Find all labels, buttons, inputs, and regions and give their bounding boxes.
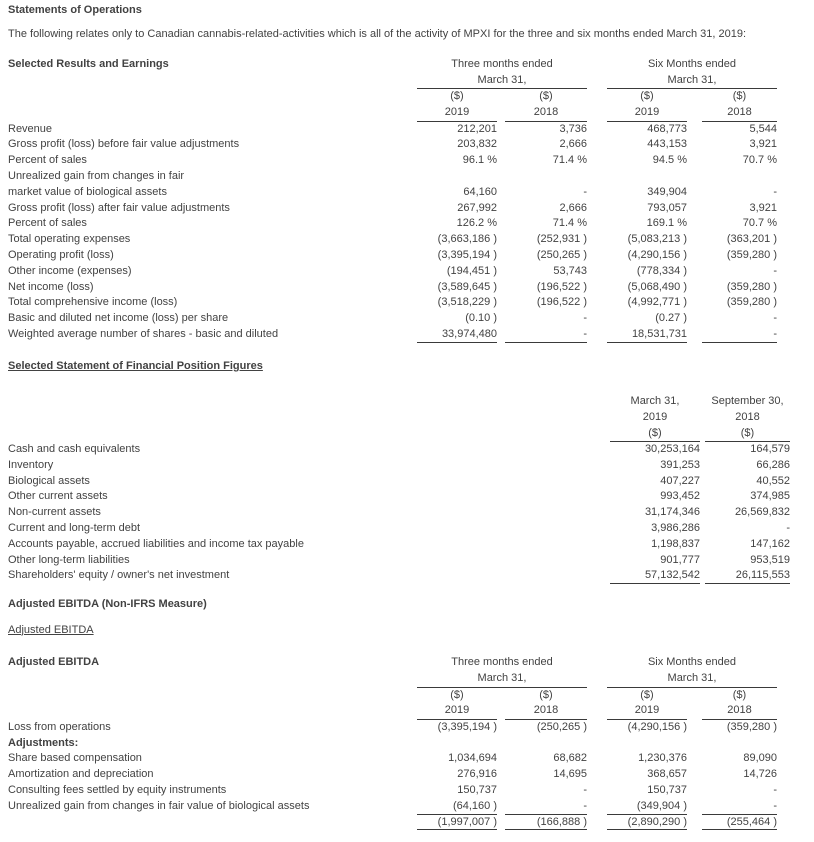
row-label: Revenue — [8, 122, 53, 135]
value-cell: 40,552 — [756, 474, 790, 487]
table-row — [8, 295, 814, 311]
value-cell: (250,265 ) — [536, 720, 587, 733]
table-row — [8, 280, 814, 296]
results-unit-col2: ($) — [539, 90, 553, 103]
table-row — [8, 264, 814, 280]
value-cell: (3,395,194 ) — [437, 720, 497, 733]
value-cell: 33,974,480 — [417, 327, 497, 343]
value-cell: (349,904 ) — [607, 799, 687, 815]
table-row — [8, 553, 814, 569]
value-cell: 164,579 — [750, 443, 790, 456]
value-cell: 1,230,376 — [638, 752, 687, 765]
value-cell: - — [505, 327, 587, 343]
table-row — [8, 185, 814, 201]
value-cell: 2,666 — [559, 201, 587, 214]
row-label: Biological assets — [8, 474, 90, 487]
fp-header-line1 — [8, 394, 814, 410]
value-cell: (359,280 ) — [726, 248, 777, 261]
results-year-col1: 2019 — [417, 105, 497, 122]
table-row — [8, 489, 814, 505]
table-row — [8, 137, 814, 153]
value-cell: 30,253,164 — [644, 443, 700, 456]
row-label: Adjustments: — [8, 736, 79, 749]
value-cell: 150,737 — [457, 784, 497, 797]
value-cell: 53,743 — [553, 264, 587, 277]
value-cell: 68,682 — [553, 752, 587, 765]
value-cell: 1,198,837 — [651, 537, 700, 550]
fp-header-units — [8, 426, 814, 443]
ebitda-group1-line2: March 31, — [417, 671, 587, 688]
value-cell: (359,280 ) — [726, 296, 777, 309]
value-cell: 71.4 % — [552, 217, 587, 230]
value-cell: (250,265 ) — [536, 248, 587, 261]
ebitda-header-units — [8, 688, 814, 704]
value-cell: 64,160 — [463, 185, 497, 198]
value-cell: 57,132,542 — [610, 568, 700, 584]
value-cell: - — [505, 799, 587, 815]
value-cell: (64,160 ) — [417, 799, 497, 815]
value-cell: 391,253 — [660, 458, 700, 471]
value-cell: 66,286 — [756, 458, 790, 471]
value-cell: 3,921 — [749, 138, 777, 151]
value-cell: (778,334 ) — [636, 264, 687, 277]
value-cell: 94.5 % — [652, 154, 687, 167]
value-cell: (4,992,771 ) — [627, 296, 687, 309]
table-row — [8, 474, 814, 490]
row-label: Total comprehensive income (loss) — [8, 296, 178, 309]
row-label: Inventory — [8, 458, 54, 471]
value-cell: (0.10 ) — [465, 312, 497, 325]
value-cell: - — [583, 312, 587, 325]
value-cell: (196,522 ) — [536, 296, 587, 309]
value-cell: (4,290,156 ) — [627, 248, 687, 261]
value-cell: (359,280 ) — [726, 280, 777, 293]
value-cell: 407,227 — [660, 474, 700, 487]
value-cell: (3,518,229 ) — [437, 296, 497, 309]
table-row — [8, 122, 814, 138]
value-cell: 374,985 — [750, 490, 790, 503]
value-cell: 953,519 — [750, 553, 790, 566]
value-cell: 993,452 — [660, 490, 700, 503]
value-cell: (3,395,194 ) — [437, 248, 497, 261]
ebitda-table — [8, 655, 814, 830]
ebitda-unit-col3: ($) — [640, 688, 654, 701]
value-cell: (363,201 ) — [726, 233, 777, 246]
results-unit-col4: ($) — [732, 90, 747, 103]
page-title: Statements of Operations — [8, 4, 142, 16]
table-row — [8, 799, 814, 815]
value-cell: - — [773, 264, 777, 277]
row-label: Weighted average number of shares - basic and diluted — [8, 327, 279, 340]
value-cell: 26,569,832 — [734, 506, 790, 519]
value-cell: - — [583, 185, 587, 198]
row-label: Total operating expenses — [8, 233, 131, 246]
value-cell: 89,090 — [743, 752, 777, 765]
row-label: Share based compensation — [8, 752, 142, 765]
value-cell: 18,531,731 — [607, 327, 687, 343]
value-cell: (1,997,007 ) — [417, 815, 497, 831]
value-cell: 468,773 — [647, 122, 687, 135]
row-label: Consulting fees settled by equity instruments — [8, 784, 227, 797]
ebitda-table-body — [8, 720, 814, 831]
results-table — [8, 57, 814, 343]
row-label: market value of biological assets — [8, 185, 167, 198]
row-label: Other income (expenses) — [8, 264, 132, 277]
results-group1-line1: Three months ended — [451, 58, 553, 71]
fp-col1-line1: March 31, — [630, 395, 680, 408]
value-cell: (196,522 ) — [536, 280, 587, 293]
value-cell: 3,736 — [559, 122, 587, 135]
value-cell: 3,921 — [749, 201, 777, 214]
results-unit-col3: ($) — [640, 90, 654, 103]
row-label: Basic and diluted net income (loss) per share — [8, 312, 229, 325]
value-cell: 1,034,694 — [448, 752, 497, 765]
value-cell: (194,451 ) — [446, 264, 497, 277]
value-cell: (359,280 ) — [726, 720, 777, 733]
value-cell: 147,162 — [750, 537, 790, 550]
value-cell: 901,777 — [660, 553, 700, 566]
ebitda-header-group-line2 — [8, 671, 814, 688]
value-cell: - — [773, 784, 777, 797]
value-cell: 71.4 % — [552, 154, 587, 167]
ebitda-unit-col4: ($) — [732, 688, 747, 701]
value-cell: (5,083,213 ) — [627, 233, 687, 246]
value-cell: - — [702, 327, 777, 343]
results-year-col4: 2018 — [702, 105, 777, 122]
value-cell: 443,153 — [647, 138, 687, 151]
fp-header-line2 — [8, 410, 814, 426]
fp-col1-unit: ($) — [610, 426, 700, 443]
value-cell: (0.27 ) — [655, 312, 687, 325]
value-cell: 267,992 — [457, 201, 497, 214]
results-year-col3: 2019 — [607, 105, 687, 122]
row-label: Unrealized gain from changes in fair value of biological assets — [8, 799, 310, 812]
row-label: Net income (loss) — [8, 280, 94, 293]
table-row — [8, 442, 814, 458]
table-row — [8, 736, 814, 752]
row-label: Other current assets — [8, 490, 108, 503]
table-row — [8, 720, 814, 736]
table-row — [8, 248, 814, 264]
results-table-heading: Selected Results and Earnings — [8, 58, 169, 71]
ebitda-year-col3: 2019 — [607, 703, 687, 720]
intro-paragraph: The following relates only to Canadian cannabis-related-activities which is all of the activity of MPXI for the three and six months ended March 31, 2019: — [8, 27, 746, 40]
value-cell: 3,986,286 — [651, 522, 700, 535]
row-label: Accounts payable, accrued liabilities and income tax payable — [8, 537, 304, 550]
row-label: Gross profit (loss) before fair value adjustments — [8, 138, 240, 151]
ebitda-group2-line2: March 31, — [607, 671, 777, 688]
row-label: Loss from operations — [8, 720, 111, 733]
value-cell: 212,201 — [457, 122, 497, 135]
table-row — [8, 311, 814, 327]
row-label: Operating profit (loss) — [8, 248, 114, 261]
ebitda-group2-line1: Six Months ended — [647, 656, 737, 669]
value-cell: - — [786, 522, 790, 535]
results-group1-line2: March 31, — [417, 73, 587, 90]
table-row — [8, 232, 814, 248]
financial-position-table-body — [8, 442, 814, 584]
ebitda-section-heading: Adjusted EBITDA (Non-IFRS Measure) — [8, 598, 207, 611]
table-row — [8, 537, 814, 553]
ebitda-group1-line1: Three months ended — [451, 656, 553, 669]
ebitda-unit-col1: ($) — [450, 688, 464, 701]
ebitda-year-col2: 2018 — [505, 703, 587, 720]
table-row — [8, 201, 814, 217]
value-cell: 96.1 % — [462, 154, 497, 167]
value-cell: 14,726 — [743, 768, 777, 781]
ebitda-table-label: Adjusted EBITDA — [8, 656, 100, 669]
value-cell: 26,115,553 — [705, 568, 790, 584]
table-row — [8, 458, 814, 474]
row-label: Amortization and depreciation — [8, 768, 154, 781]
row-label: Shareholders' equity / owner's net investment — [8, 569, 230, 582]
value-cell: (2,890,290 ) — [607, 815, 687, 831]
value-cell: - — [773, 185, 777, 198]
value-cell: 126.2 % — [456, 217, 497, 230]
ebitda-year-col4: 2018 — [702, 703, 777, 720]
table-row — [8, 153, 814, 169]
value-cell: 70.7 % — [742, 154, 777, 167]
value-cell: (166,888 ) — [505, 815, 587, 831]
row-label: Unrealized gain from changes in fair — [8, 169, 185, 182]
results-year-col2: 2018 — [505, 105, 587, 122]
value-cell: 368,657 — [647, 768, 687, 781]
fp-col2-line1: September 30, — [711, 395, 784, 408]
row-label: Current and long-term debt — [8, 522, 141, 535]
value-cell: 2,666 — [559, 138, 587, 151]
table-row — [8, 169, 814, 185]
table-row — [8, 216, 814, 232]
value-cell: (5,068,490 ) — [627, 280, 687, 293]
value-cell: - — [773, 312, 777, 325]
value-cell: 31,174,346 — [644, 506, 700, 519]
ebitda-year-col1: 2019 — [417, 703, 497, 720]
value-cell: (3,663,186 ) — [437, 233, 497, 246]
row-label: Gross profit (loss) after fair value adjustments — [8, 201, 230, 214]
value-cell: 70.7 % — [742, 217, 777, 230]
table-row — [8, 767, 814, 783]
results-header-group-line2 — [8, 73, 814, 90]
table-row — [8, 505, 814, 521]
value-cell: (255,464 ) — [702, 815, 777, 831]
row-label: Percent of sales — [8, 217, 87, 230]
results-group2-line2: March 31, — [607, 73, 777, 90]
row-label: Cash and cash equivalents — [8, 443, 141, 456]
row-label: Percent of sales — [8, 154, 87, 167]
results-table-body — [8, 122, 814, 343]
table-row — [8, 751, 814, 767]
value-cell: 169.1 % — [646, 217, 687, 230]
value-cell: 5,544 — [749, 122, 777, 135]
value-cell: 276,916 — [457, 768, 497, 781]
ebitda-header-group-line1 — [8, 655, 814, 671]
value-cell: (3,589,645 ) — [437, 280, 497, 293]
ebitda-header-years — [8, 703, 814, 720]
results-group2-line1: Six Months ended — [647, 58, 737, 71]
ebitda-subheading: Adjusted EBITDA — [8, 623, 94, 636]
row-label: Non-current assets — [8, 506, 101, 519]
value-cell: 150,737 — [647, 784, 687, 797]
results-header-years — [8, 105, 814, 122]
table-row — [8, 568, 814, 584]
value-cell: - — [702, 799, 777, 815]
fp-col2-line2: 2018 — [735, 410, 760, 423]
row-label — [8, 815, 417, 831]
fp-col1-line2: 2019 — [642, 410, 668, 423]
value-cell: 14,695 — [553, 768, 587, 781]
ebitda-unit-col2: ($) — [539, 688, 553, 701]
value-cell: (4,290,156 ) — [627, 720, 687, 733]
results-header-group-line1 — [8, 57, 814, 73]
results-header-units — [8, 89, 814, 105]
value-cell: 349,904 — [647, 185, 687, 198]
value-cell: - — [583, 784, 587, 797]
table-row — [8, 327, 814, 343]
table-row — [8, 521, 814, 537]
table-row — [8, 815, 814, 831]
value-cell: 203,832 — [457, 138, 497, 151]
table-row — [8, 783, 814, 799]
row-label: Other long-term liabilities — [8, 553, 130, 566]
financial-position-table — [8, 394, 814, 584]
value-cell: (252,931 ) — [536, 233, 587, 246]
financial-position-heading: Selected Statement of Financial Position Figures — [8, 359, 263, 372]
value-cell: 793,057 — [647, 201, 687, 214]
fp-col2-unit: ($) — [705, 426, 790, 443]
results-unit-col1: ($) — [450, 90, 464, 103]
